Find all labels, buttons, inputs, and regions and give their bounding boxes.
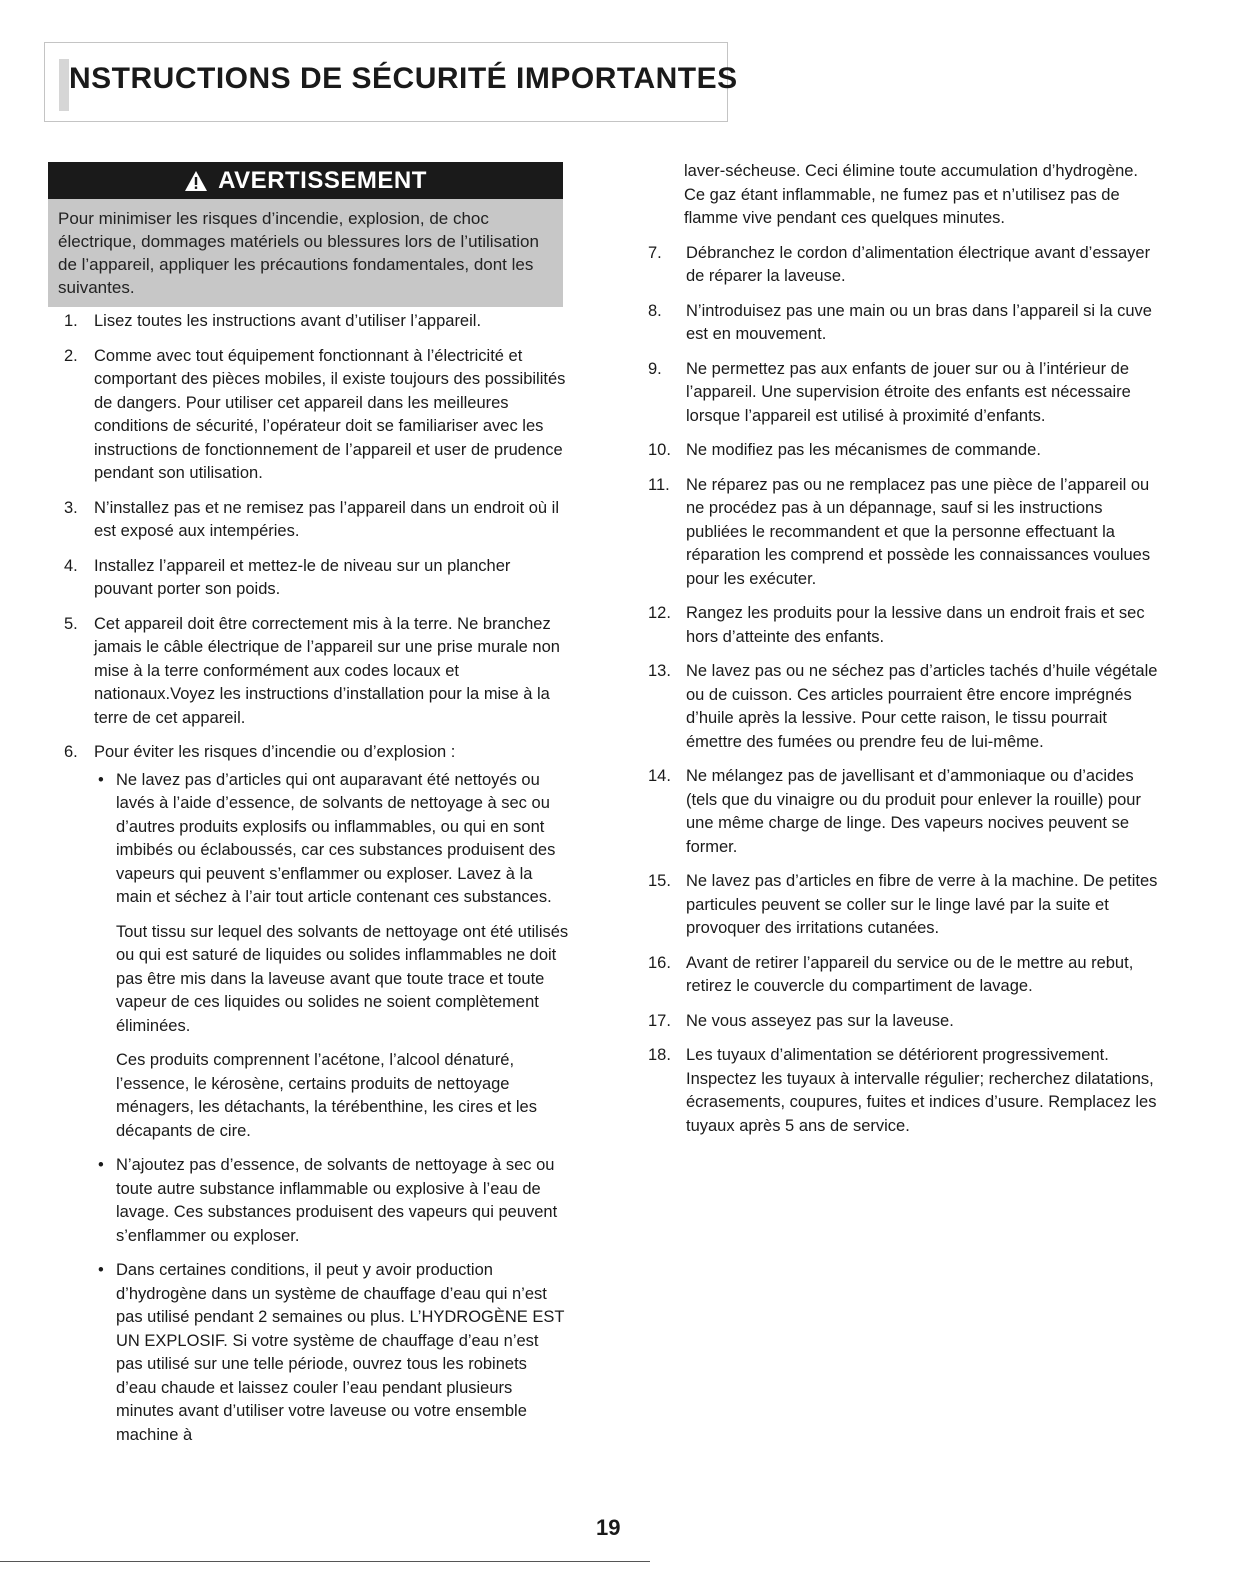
item-text: Comme avec tout équipement fonctionnant à l’électricité et comportant des pièces mobiles, il existe toujours des possibilités de dangers. Pour utiliser cet appareil dans les meilleures conditions de sécurité, l’opérateur doit se familiariser avec les instructions de fonctionnement de l’appareil et user de prudence pendant son utilisation. [94,346,566,482]
item-number: 8. [648,301,662,320]
list-item [64,613,569,731]
warning-box [48,162,563,307]
footer-divider [0,1561,650,1562]
title-box [44,42,738,122]
item-text: Ne lavez pas ou ne séchez pas d’articles tachés d’huile végétale ou de cuisson. Ces articles pourraient être encore imprégnés d’huile après la lessive. Pour cette raison, le tissu pourrait émettre des fumées ou prendre feu de lui-même. [686,662,1158,751]
list-item [648,358,1163,429]
item-text: Rangez les produits pour la lessive dans un endroit frais et sec hors d’atteinte des enfants. [686,604,1145,646]
item-number: 15. [648,872,671,890]
warning-text: Pour minimiser les risques d’incendie, explosion, de choc électrique, dommages matériels ou blessures lors de l’utilisation de l’appareil, appliquer les précautions fondamentales, dont les suivantes. [48,199,563,307]
item-text: Avant de retirer l’appareil du service ou de le mettre au rebut, retirez le couvercle du compartiment de lavage. [686,953,1134,995]
item-text: Ne modifiez pas les mécanismes de commande. [686,441,1041,459]
item-number: 7. [648,243,662,262]
list-item [648,1044,1163,1138]
list-item [648,474,1163,592]
bullet-paragraph: Tout tissu sur lequel des solvants de nettoyage ont été utilisés ou qui est saturé de liquides ou solides inflammables ne doit pas être mis dans la laveuse avant que toute trace et toute vapeur de ces liquides ou solides ne soient complètement éliminées. [116,922,569,1035]
item-number: 13. [648,662,671,680]
list-item [648,242,1163,289]
list-item [648,952,1163,999]
item-text: N’introduisez pas une main ou un bras dans l’appareil si la cuve est en mouvement. [686,301,1152,343]
page-number: 19 [596,1515,621,1540]
bullet-paragraph: Ces produits comprennent l’acétone, l’alcool dénaturé, l’essence, le kérosène, certains produits de nettoyage ménagers, les détachants, la térébenthine, les cires et les décapants de cire. [116,1051,537,1140]
item-text: Lisez toutes les instructions avant d’utiliser l’appareil. [94,312,482,330]
bullet-text: Ne lavez pas d’articles qui ont auparavant été nettoyés ou lavés à l’aide d’essence, de solvants de nettoyage à sec ou d’autres produits explosifs ou inflammables, ou qui en sont imbibés ou éclaboussés, car ces substances produisent des vapeurs qui peuvent s’enflammer ou exploser. Lavez à la main et séchez à l’air tout article contenant ces substances. [116,770,556,906]
warning-header [48,162,563,199]
item-text: Ne mélangez pas de javellisant et d’ammoniaque ou d’acides (tels que du vinaigre ou du produit pour enlever la rouille) pour une même charge de linge. Des vapeurs nocives peuvent se former. [686,767,1141,856]
list-item [648,602,1163,649]
bullet-icon: • [98,1261,104,1279]
warning-triangle-icon [184,170,208,192]
item-number: 4. [64,556,78,575]
warning-heading: AVERTISSEMENT [218,166,427,194]
item-number: 12. [648,604,671,622]
item-number: 1. [64,312,78,330]
bullet-icon: • [98,770,104,789]
list-item [648,439,1163,463]
item-text: Ne réparez pas ou ne remplacez pas une pièce de l’appareil ou ne procédez pas à un dépannage, sauf si les instructions publiées le recommandent et que la personne effectuant la réparation les comprend et possède les connaissances voulues pour les exécuter. [686,475,1151,588]
item-number: 3. [64,498,78,517]
list-item [64,741,569,1458]
item-text: N’installez pas et ne remisez pas l’appareil dans un endroit où il est exposé aux intempéries. [94,498,560,540]
title-dropcap [59,59,69,111]
bullet-text: Dans certaines conditions, il peut y avoir production d’hydrogène dans un système de chauffage d’eau qui n’est pas utilisé pendant 2 semaines ou plus. L’HYDROGÈNE EST UN EXPLOSIF. Si votre système de chauffage d’eau n’est pas utilisé sur une telle période, ouvrez tous les robinets d’eau chaude et laissez couler l’eau pendant plusieurs minutes avant d’utiliser votre laveuse ou votre ensemble machine à [116,1261,565,1444]
item-text: Pour éviter les risques d’incendie ou d’explosion : [94,743,456,761]
item-number: 9. [648,359,662,378]
item-body [94,741,569,1458]
item-number: 16. [648,953,671,972]
list-item [64,497,569,544]
item-text: Installez l’appareil et mettez-le de niveau sur un plancher pouvant porter son poids. [94,556,511,598]
right-column [648,160,1163,1149]
list-item [648,765,1163,859]
list-item [648,870,1163,941]
bullet-item [94,1154,569,1248]
bullet-text: N’ajoutez pas d’essence, de solvants de nettoyage à sec ou toute autre substance inflammable ou explosive à l’eau de lavage. Ces substances produisent des vapeurs qui peuvent s’enflammer ou exploser. [116,1156,558,1245]
list-item [648,660,1163,754]
bullet-item [94,1259,569,1447]
item-text: Cet appareil doit être correctement mis à la terre. Ne branchez jamais le câble électrique de l’appareil sur une prise murale non mise à la terre conformément aux codes locaux et nationaux.Voyez les instructions d’installation pour la mise à la terre de cet appareil. [94,614,560,727]
item-number: 10. [648,441,671,459]
item-text: Ne vous asseyez pas sur la laveuse. [686,1011,954,1030]
list-item [648,1010,1163,1034]
item-number: 11. [648,475,670,494]
item-text: Ne lavez pas d’articles en fibre de verre à la machine. De petites particules peuvent se coller sur le linge lavé par la suite et provoquer des irritations cutanées. [686,872,1158,937]
item-number: 5. [64,614,78,633]
item-text: Les tuyaux d’alimentation se détériorent progressivement. Inspectez les tuyaux à intervalle régulier; recherchez dilatations, écrasements, coupures, fuites et indices d’usure. Remplacez les tuyaux après 5 ans de service. [686,1046,1157,1135]
bullet-item [94,769,569,910]
left-column [64,310,569,1469]
list-item [64,310,569,334]
list-item [648,300,1163,347]
list-item [64,345,569,486]
item-number: 2. [64,346,78,365]
bullet-continuation: laver-sécheuse. Ceci élimine toute accumulation d’hydrogène. Ce gaz étant inflammable, ne fumez pas et n’utilisez pas de flamme vive pendant ces quelques minutes. [684,162,1138,227]
item-text: Ne permettez pas aux enfants de jouer sur ou à l’intérieur de l’appareil. Une supervision étroite des enfants est nécessaire lorsque l’appareil est utilisé à proximité d’enfants. [686,359,1131,425]
list-item [64,555,569,602]
bullet-icon: • [98,1156,104,1174]
item-number: 6. [64,743,78,761]
item-number: 18. [648,1046,671,1064]
item-number: 17. [648,1011,671,1030]
page-title: NSTRUCTIONS DE SÉCURITÉ IMPORTANTES [69,62,738,95]
item-text: Débranchez le cordon d’alimentation électrique avant d’essayer de réparer la laveuse. [686,243,1151,285]
item-number: 14. [648,767,671,785]
